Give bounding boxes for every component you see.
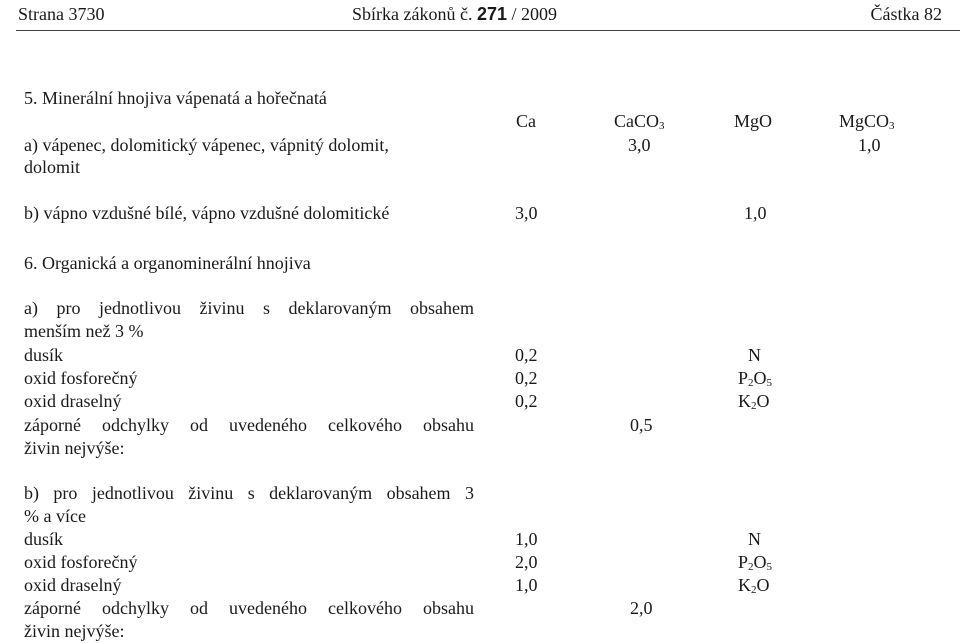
s6b-row-phosphorus-unit: [738, 551, 772, 573]
s6b-row-nitrogen-label: dusík: [24, 529, 64, 549]
law-number: 271: [476, 4, 508, 24]
unit-sub1: 2: [751, 400, 757, 412]
unit-mid: O: [753, 552, 767, 572]
part-number: Částka 82: [870, 4, 942, 24]
unit-mid: O: [753, 368, 767, 388]
section6-title: 6. Organická a organominerální hnojiva: [24, 253, 311, 273]
s6a-row-nitrogen-value: 0,2: [515, 345, 538, 365]
collection-title: [352, 4, 557, 25]
unit-mid: O: [756, 391, 770, 411]
s6a-line2: menším než 3 %: [24, 321, 144, 341]
s6b-negative-deviation-line2: živin nejvýše:: [24, 621, 125, 641]
unit-sub2: 5: [766, 561, 773, 573]
s6a-negative-deviation-line2: živin nejvýše:: [24, 438, 125, 458]
header-divider: [16, 30, 960, 31]
s6b-row-potassium-value: 1,0: [515, 575, 538, 595]
col-header-mgco3: [839, 110, 895, 132]
law-year: / 2009: [511, 4, 558, 24]
page-number: Strana 3730: [18, 4, 105, 24]
unit-sub1: 2: [748, 561, 754, 573]
col-header-caco3: [614, 110, 665, 132]
s5a-line2: dolomit: [24, 157, 81, 177]
s6a-row-phosphorus-value: 0,2: [515, 368, 538, 388]
s6b-line2: % a více: [24, 506, 86, 526]
section5-title: 5. Minerální hnojiva vápenatá a hořečnatá: [24, 88, 327, 108]
caco3-base: CaCO: [614, 111, 659, 131]
page-header: [0, 0, 960, 32]
s6a-row-potassium-label: oxid draselný: [24, 391, 122, 411]
unit-mid: O: [756, 575, 770, 595]
collection-prefix: Sbírka zákonů č.: [352, 4, 473, 24]
s5a-mgco3-value: 1,0: [858, 135, 881, 155]
col-header-ca: Ca: [516, 111, 536, 131]
s6a-row-phosphorus-label: oxid fosforečný: [24, 368, 138, 388]
s6a-negative-deviation-line1: záporné odchylky od uvedeného celkového obsahu: [24, 415, 474, 435]
s5b-ca-value: 3,0: [515, 203, 538, 223]
unit-pre: P: [738, 552, 749, 572]
s6b-row-potassium-unit: [738, 574, 770, 596]
s5a-caco3-value: 3,0: [628, 135, 651, 155]
s6b-row-nitrogen-unit: N: [748, 529, 761, 549]
unit-sub1: 2: [748, 377, 754, 389]
s6b-negative-deviation-line1: záporné odchylky od uvedeného celkového obsahu: [24, 598, 474, 618]
s5a-line1: a) vápenec, dolomitický vápenec, vápnitý dolomit,: [24, 135, 389, 155]
s6b-negative-deviation-value: 2,0: [630, 598, 653, 618]
s6b-row-phosphorus-label: oxid fosforečný: [24, 552, 138, 572]
s5b-label: b) vápno vzdušné bílé, vápno vzdušné dolomitické: [24, 203, 390, 223]
col-header-mgo: MgO: [734, 111, 773, 131]
unit-pre: K: [738, 391, 751, 411]
s6a-line1: a) pro jednotlivou živinu s deklarovaným obsahem: [24, 298, 474, 318]
s5b-mgo-value: 1,0: [744, 203, 767, 223]
s6b-row-phosphorus-value: 2,0: [515, 552, 538, 572]
s6a-row-phosphorus-unit: [738, 367, 772, 389]
unit-sub2: 5: [766, 377, 773, 389]
s6a-row-nitrogen-label: dusík: [24, 345, 64, 365]
caco3-sub: 3: [659, 120, 665, 132]
mgco3-base: MgCO: [839, 111, 890, 131]
mgco3-sub: 3: [889, 120, 895, 132]
s6b-line1: b) pro jednotlivou živinu s deklarovaným obsahem 3: [24, 483, 474, 503]
unit-sub1: 2: [751, 584, 757, 596]
s6b-row-potassium-label: oxid draselný: [24, 575, 122, 595]
unit-pre: K: [738, 575, 751, 595]
unit-pre: P: [738, 368, 749, 388]
s6a-row-nitrogen-unit: N: [748, 345, 761, 365]
s6b-row-nitrogen-value: 1,0: [515, 529, 538, 549]
s6a-negative-deviation-value: 0,5: [630, 415, 653, 435]
s6a-row-potassium-unit: [738, 390, 770, 412]
s6a-row-potassium-value: 0,2: [515, 391, 538, 411]
